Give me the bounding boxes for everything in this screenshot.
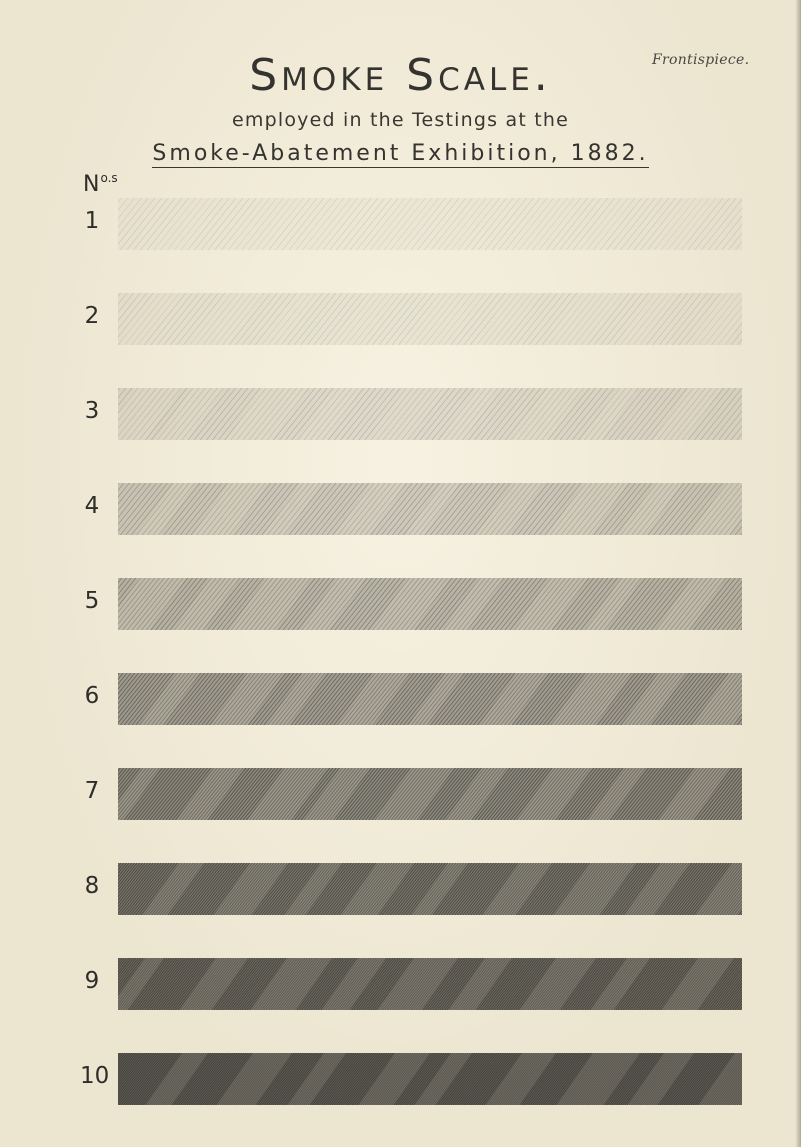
smoke-shade-bar-7	[118, 768, 742, 820]
smoke-shade-bar-9	[118, 958, 742, 1010]
scale-number-3: 3	[84, 398, 100, 424]
scale-number-5: 5	[84, 588, 100, 614]
smoke-shade-bar-2	[118, 293, 742, 345]
scale-number-1: 1	[84, 208, 100, 234]
page-subtitle: employed in the Testings at the	[231, 109, 570, 131]
exhibition-title	[0, 141, 801, 166]
page-edge-shadow	[795, 0, 801, 1147]
smoke-shade-bar-4	[118, 483, 742, 535]
smoke-shade-bar-8	[118, 863, 742, 915]
scale-number-6: 6	[84, 683, 100, 709]
smoke-shade-bar-6	[118, 673, 742, 725]
exhibition-title-text: Smoke-Abatement Exhibition, 1882.	[152, 141, 649, 166]
smoke-shade-bar-10	[118, 1053, 742, 1105]
scale-number-9: 9	[84, 968, 100, 994]
smoke-shade-bar-1	[118, 198, 742, 250]
scale-number-4: 4	[84, 493, 100, 519]
scale-number-7: 7	[84, 778, 100, 804]
scale-number-2: 2	[84, 303, 100, 329]
numbers-header-suffix: o.s	[100, 171, 118, 185]
numbers-column-header: $N^{o.s}$	[83, 171, 118, 197]
frontispiece-label: Frontispiece.	[652, 52, 750, 68]
smoke-shade-bar-3	[118, 388, 742, 440]
scale-number-8: 8	[84, 873, 100, 899]
scale-number-10: 10	[80, 1063, 110, 1089]
page-title: Smoke Scale.	[249, 50, 552, 101]
smoke-shade-bar-5	[118, 578, 742, 630]
